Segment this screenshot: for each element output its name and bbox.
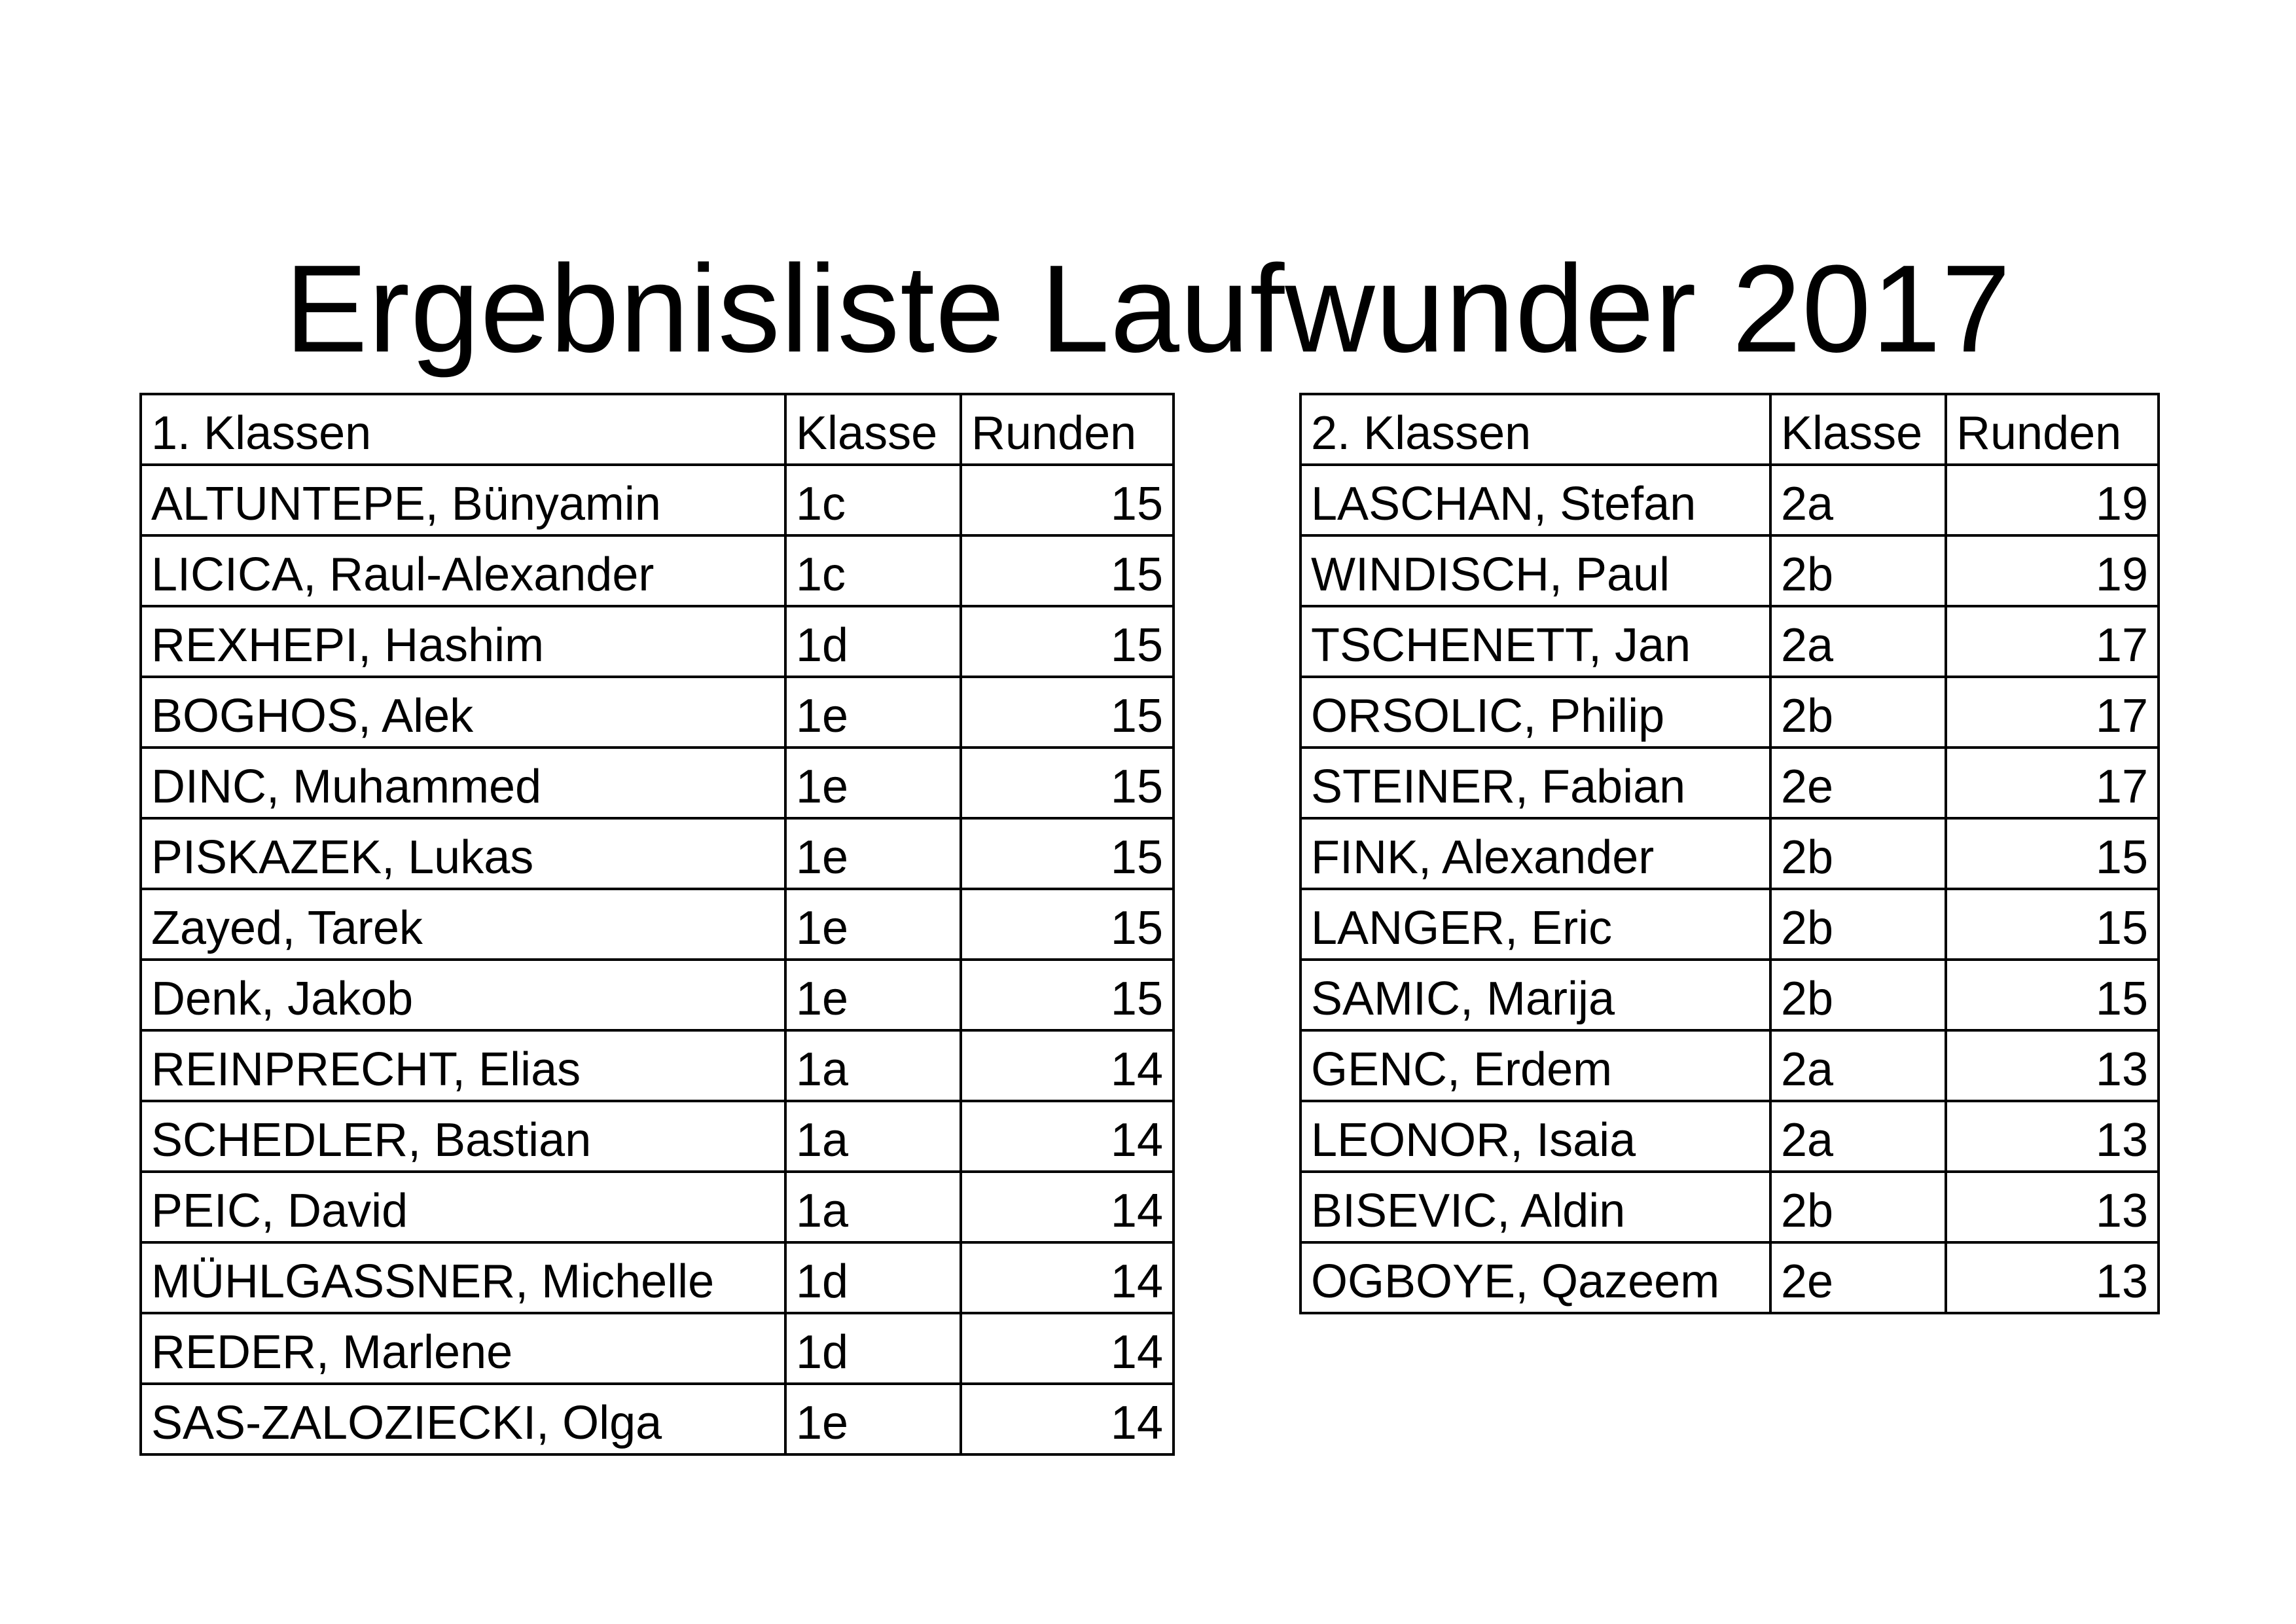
class-cell: 1a bbox=[785, 1172, 961, 1242]
student-name-cell: ORSOLIC, Philip bbox=[1300, 677, 1770, 748]
laps-cell: 19 bbox=[1946, 535, 2159, 606]
laps-cell: 13 bbox=[1946, 1242, 2159, 1313]
class-cell: 1e bbox=[785, 748, 961, 818]
laps-cell: 19 bbox=[1946, 465, 2159, 535]
student-name-cell: BOGHOS, Alek bbox=[141, 677, 785, 748]
class-cell: 2a bbox=[1770, 465, 1946, 535]
student-name-cell: Denk, Jakob bbox=[141, 960, 785, 1030]
laps-cell: 17 bbox=[1946, 748, 2159, 818]
table-row bbox=[1300, 1030, 2159, 1101]
table-row bbox=[1300, 1242, 2159, 1313]
laps-cell: 15 bbox=[1946, 818, 2159, 889]
class-cell: 2b bbox=[1770, 677, 1946, 748]
table-row bbox=[141, 1313, 1174, 1384]
student-name-cell: GENC, Erdem bbox=[1300, 1030, 1770, 1101]
laps-cell: 15 bbox=[1946, 960, 2159, 1030]
student-name-cell: REXHEPI, Hashim bbox=[141, 606, 785, 677]
laps-cell: 14 bbox=[961, 1313, 1174, 1384]
class-cell: 1e bbox=[785, 960, 961, 1030]
laps-cell: 15 bbox=[961, 960, 1174, 1030]
table-row bbox=[141, 960, 1174, 1030]
laps-header: Runden bbox=[961, 394, 1174, 465]
page-title: Ergebnisliste Laufwunder 2017 bbox=[285, 240, 2011, 379]
student-name-cell: SCHEDLER, Bastian bbox=[141, 1101, 785, 1172]
class-cell: 1e bbox=[785, 818, 961, 889]
class-header: Klasse bbox=[785, 394, 961, 465]
student-name-cell: BISEVIC, Aldin bbox=[1300, 1172, 1770, 1242]
table-row bbox=[141, 535, 1174, 606]
table-row bbox=[141, 818, 1174, 889]
class-cell: 2b bbox=[1770, 1172, 1946, 1242]
laps-cell: 17 bbox=[1946, 677, 2159, 748]
laps-cell: 13 bbox=[1946, 1172, 2159, 1242]
student-name-cell: PISKAZEK, Lukas bbox=[141, 818, 785, 889]
table-row bbox=[141, 465, 1174, 535]
class-cell: 1e bbox=[785, 677, 961, 748]
table-row bbox=[1300, 1172, 2159, 1242]
laps-cell: 15 bbox=[961, 606, 1174, 677]
class-cell: 2e bbox=[1770, 748, 1946, 818]
table-header-row bbox=[1300, 394, 2159, 465]
student-name-cell: SAMIC, Marija bbox=[1300, 960, 1770, 1030]
table-row bbox=[1300, 889, 2159, 960]
class-cell: 1a bbox=[785, 1030, 961, 1101]
student-name-cell: OGBOYE, Qazeem bbox=[1300, 1242, 1770, 1313]
class-cell: 1a bbox=[785, 1101, 961, 1172]
student-name-cell: Zayed, Tarek bbox=[141, 889, 785, 960]
class-cell: 2b bbox=[1770, 960, 1946, 1030]
student-name-cell: LANGER, Eric bbox=[1300, 889, 1770, 960]
table-row bbox=[141, 1384, 1174, 1454]
table-row bbox=[1300, 748, 2159, 818]
table-row bbox=[1300, 1101, 2159, 1172]
results-table-second-grade bbox=[1299, 393, 2160, 1314]
laps-cell: 15 bbox=[1946, 889, 2159, 960]
table-row bbox=[141, 606, 1174, 677]
class-cell: 2a bbox=[1770, 1030, 1946, 1101]
class-cell: 2a bbox=[1770, 606, 1946, 677]
laps-cell: 15 bbox=[961, 748, 1174, 818]
table-row bbox=[141, 889, 1174, 960]
table-row bbox=[1300, 535, 2159, 606]
table-row bbox=[141, 1030, 1174, 1101]
table-row bbox=[141, 748, 1174, 818]
results-table-first-grade bbox=[139, 393, 1175, 1456]
laps-cell: 14 bbox=[961, 1101, 1174, 1172]
class-cell: 1c bbox=[785, 465, 961, 535]
class-cell: 1d bbox=[785, 606, 961, 677]
class-cell: 2b bbox=[1770, 889, 1946, 960]
student-name-cell: SAS-ZALOZIECKI, Olga bbox=[141, 1384, 785, 1454]
table-row bbox=[141, 1242, 1174, 1313]
laps-cell: 14 bbox=[961, 1242, 1174, 1313]
laps-cell: 14 bbox=[961, 1384, 1174, 1454]
student-name-cell: WINDISCH, Paul bbox=[1300, 535, 1770, 606]
student-name-cell: ALTUNTEPE, Bünyamin bbox=[141, 465, 785, 535]
student-name-cell: LICICA, Raul-Alexander bbox=[141, 535, 785, 606]
table-row bbox=[1300, 465, 2159, 535]
table-header-row bbox=[141, 394, 1174, 465]
laps-cell: 17 bbox=[1946, 606, 2159, 677]
class-cell: 1e bbox=[785, 889, 961, 960]
laps-cell: 13 bbox=[1946, 1030, 2159, 1101]
student-name-cell: DINC, Muhammed bbox=[141, 748, 785, 818]
laps-cell: 15 bbox=[961, 677, 1174, 748]
class-cell: 1e bbox=[785, 1384, 961, 1454]
table-row bbox=[1300, 960, 2159, 1030]
laps-cell: 15 bbox=[961, 535, 1174, 606]
class-cell: 2b bbox=[1770, 818, 1946, 889]
table-row bbox=[141, 1172, 1174, 1242]
class-cell: 2b bbox=[1770, 535, 1946, 606]
class-cell: 1c bbox=[785, 535, 961, 606]
student-name-cell: STEINER, Fabian bbox=[1300, 748, 1770, 818]
table-row bbox=[1300, 606, 2159, 677]
group-header: 1. Klassen bbox=[141, 394, 785, 465]
student-name-cell: PEIC, David bbox=[141, 1172, 785, 1242]
student-name-cell: LEONOR, Isaia bbox=[1300, 1101, 1770, 1172]
class-cell: 1d bbox=[785, 1242, 961, 1313]
table-row bbox=[141, 1101, 1174, 1172]
student-name-cell: REDER, Marlene bbox=[141, 1313, 785, 1384]
class-header: Klasse bbox=[1770, 394, 1946, 465]
table-row bbox=[1300, 818, 2159, 889]
group-header: 2. Klassen bbox=[1300, 394, 1770, 465]
table-row bbox=[1300, 677, 2159, 748]
class-cell: 2e bbox=[1770, 1242, 1946, 1313]
student-name-cell: FINK, Alexander bbox=[1300, 818, 1770, 889]
class-cell: 1d bbox=[785, 1313, 961, 1384]
student-name-cell: LASCHAN, Stefan bbox=[1300, 465, 1770, 535]
student-name-cell: REINPRECHT, Elias bbox=[141, 1030, 785, 1101]
laps-header: Runden bbox=[1946, 394, 2159, 465]
laps-cell: 15 bbox=[961, 889, 1174, 960]
laps-cell: 14 bbox=[961, 1172, 1174, 1242]
class-cell: 2a bbox=[1770, 1101, 1946, 1172]
table-row bbox=[141, 677, 1174, 748]
laps-cell: 13 bbox=[1946, 1101, 2159, 1172]
laps-cell: 15 bbox=[961, 818, 1174, 889]
student-name-cell: TSCHENETT, Jan bbox=[1300, 606, 1770, 677]
student-name-cell: MÜHLGASSNER, Michelle bbox=[141, 1242, 785, 1313]
laps-cell: 14 bbox=[961, 1030, 1174, 1101]
laps-cell: 15 bbox=[961, 465, 1174, 535]
